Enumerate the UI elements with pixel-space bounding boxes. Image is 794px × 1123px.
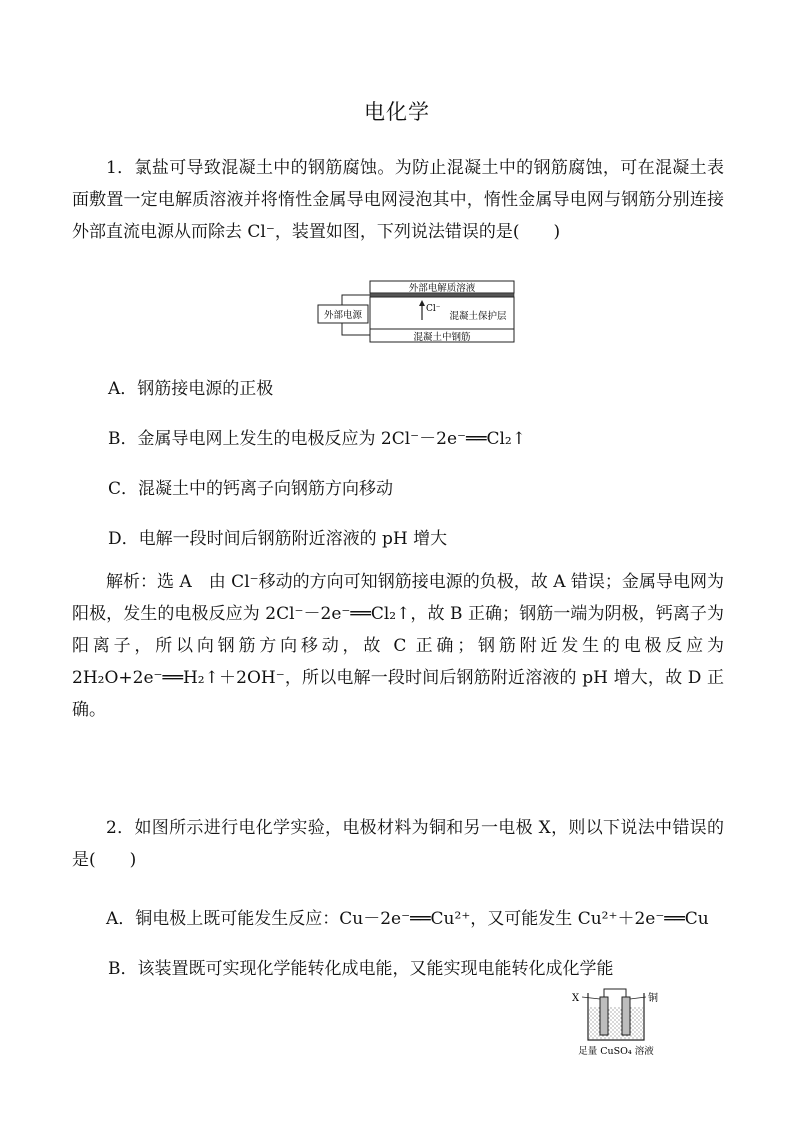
q1-option-a: A．钢筋接电源的正极 <box>108 379 274 399</box>
label-chloride-ion: Cl⁻ <box>426 304 441 314</box>
q1-option-c: C．混凝土中的钙离子向钢筋方向移动 <box>108 479 394 499</box>
figure-cuso4-cell <box>568 985 668 1063</box>
label-protective-layer: 混凝土保护层 <box>449 311 507 322</box>
label-external-solution: 外部电解质溶液 <box>408 283 476 294</box>
label-electrode-x: X <box>572 993 580 1004</box>
question-2-stem: 2．如图所示进行电化学实验，电极材料为铜和另一电极 X，则以下说法中错误的是( ) <box>72 818 724 870</box>
q1-option-b: B．金属导电网上发生的电极反应为 2Cl⁻－2e⁻══Cl₂↑ <box>108 429 526 449</box>
question-1-stem: 1．氯盐可导致混凝土中的钢筋腐蚀。为防止混凝土中的钢筋腐蚀，可在混凝土表面敷置一定电解质溶液并将惰性金属导电网浸泡其中，惰性金属导电网与钢筋分别连接外部直流电源从而除去 Cl⁻，装置如图，下列说法错误的是( ) <box>72 158 724 242</box>
figure-electrolysis-concrete <box>314 280 518 350</box>
label-power-supply: 外部电源 <box>323 310 363 321</box>
page-title: 电化学 <box>364 100 430 124</box>
label-cuso4-solution: 足量 CuSO₄ 溶液 <box>578 1046 654 1057</box>
q2-option-b: B．该装置既可实现化学能转化成电能，又能实现电能转化成化学能 <box>108 959 614 979</box>
label-electrode-cu: 铜 <box>648 993 658 1004</box>
q2-option-a: A．铜电极上既可能发生反应：Cu－2e⁻══Cu²⁺，又可能发生 Cu²⁺＋2e⁻══Cu <box>106 909 709 929</box>
label-steel-bar: 混凝土中钢筋 <box>413 332 471 343</box>
q1-option-d: D．电解一段时间后钢筋附近溶液的 pH 增大 <box>108 529 448 549</box>
q1-analysis: 解析：选 A 由 Cl⁻移动的方向可知钢筋接电源的负极，故 A 错误；金属导电网为阳极，发生的电极反应为 2Cl⁻－2e⁻══Cl₂↑，故 B 正确；钢筋一端为阴极，钙离子为阳离子，所以向钢筋方向移动，故 C 正确；钢筋附近发生的电极反应为 2H₂O+2e⁻══H₂↑＋2OH⁻，所以电解一段时间后钢筋附近溶液的 pH 增大，故 D 正确。 <box>72 572 724 720</box>
